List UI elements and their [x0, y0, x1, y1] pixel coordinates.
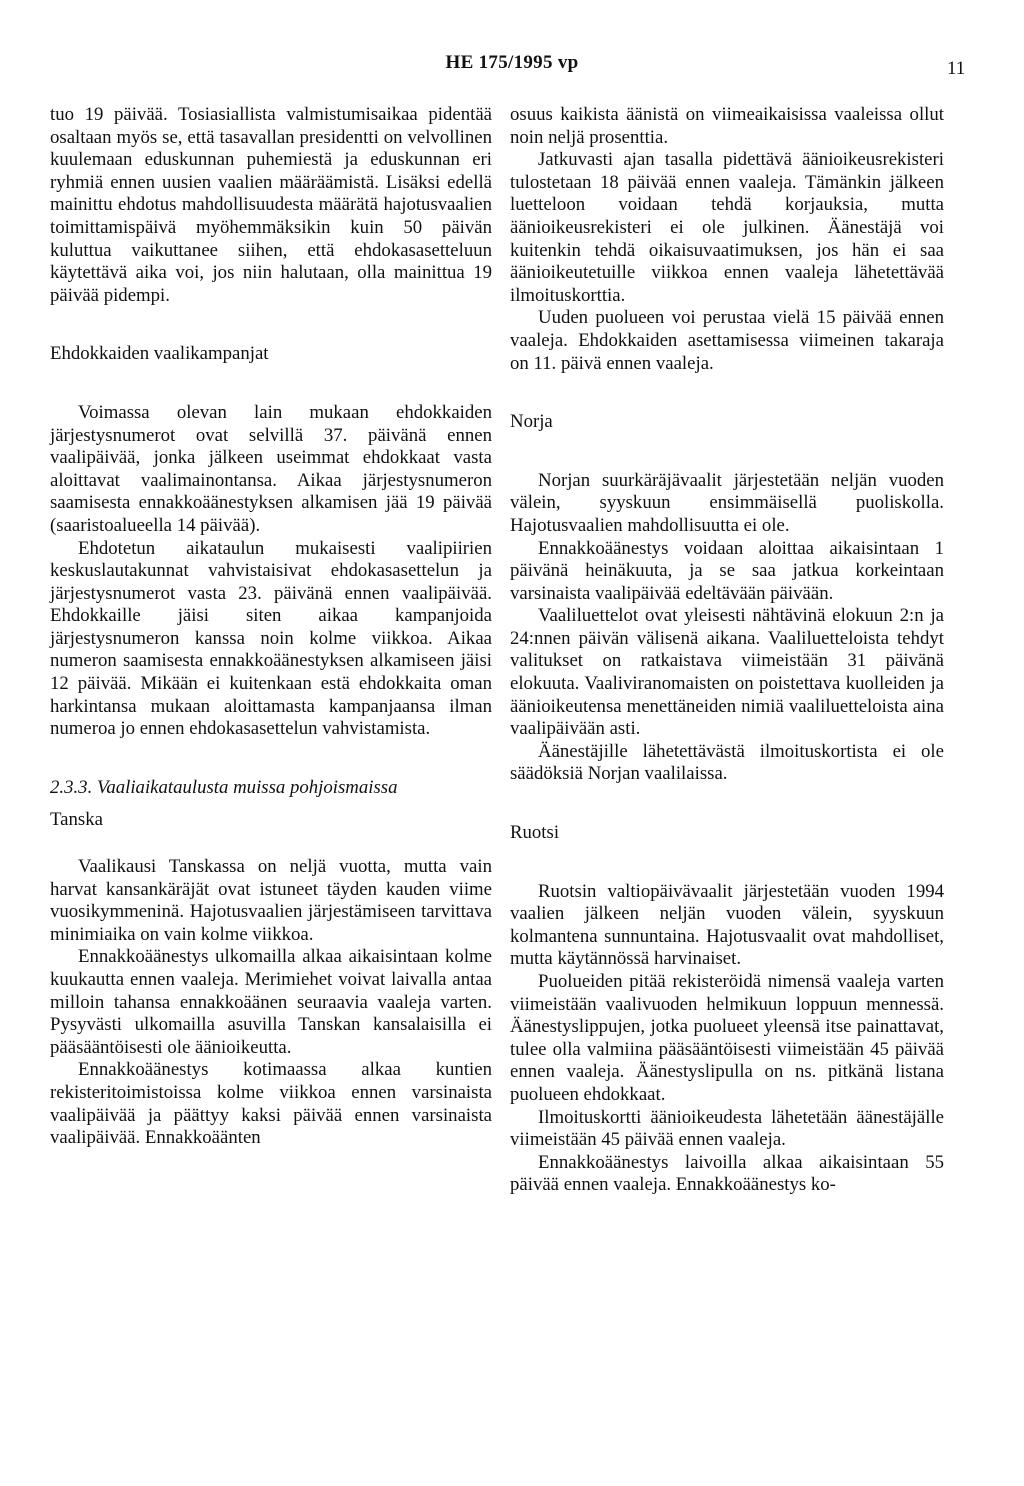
paragraph: Ilmoituskortti äänioikeudesta lähetetään äänestäjälle viimeistään 45 päivää ennen vaaleja. — [510, 1106, 944, 1151]
paragraph: tuo 19 päivää. Tosiasiallista valmistumisaikaa pidentää osaltaan myös se, että tasavallan presidentti on velvollinen kuulemaan eduskunnan puhemiestä ja eduskunnan eri ryhmiä ennen uusien vaalien määräämistä. Lisäksi edellä mainittu ehdotus mahdollisuudesta määrätä hajotusvaalien toimittamispäivä myöhemmäksikin kuin 50 päivän kuluttua vaikuttanee siihen, että ehdokasasetteluun käytettävä aika voi, jos niin halutaan, olla mainittua 19 päivää pidempi. — [50, 104, 492, 306]
subsection-heading: Ruotsi — [510, 822, 560, 844]
subsection-heading: Tanska — [50, 809, 103, 831]
paragraph: osuus kaikista äänistä on viimeaikaisissa vaaleissa ollut noin neljä prosenttia. — [510, 104, 944, 148]
subsection-heading: Norja — [510, 411, 553, 433]
paragraph: Jatkuvasti ajan tasalla pidettävä äänioikeusrekisteri tulostetaan 18 päivää ennen vaaleja. Tämänkin jälkeen luetteloon voidaan tehdä korjauksia, mutta äänioikeusrekisteri ei ole julkinen. Äänestäjä voi kuitenkin tehdä oikaisuvaatimuksen, jos hän ei saa äänioikeutetuille viikkoa ennen vaaleja lähetettävää ilmoituskorttia. — [510, 149, 944, 306]
left-column — [50, 104, 492, 1150]
paragraph: Ennakkoäänestys voidaan aloittaa aikaisintaan 1 päivänä heinäkuuta, ja se saa jatkua korkeintaan varsinaista vaalipäivää edeltävään päivään. — [510, 537, 944, 604]
right-column — [510, 104, 944, 1197]
section-heading: 2.3.3. Vaaliaikataulusta muissa pohjoismaissa — [50, 776, 398, 798]
paragraph: Voimassa olevan lain mukaan ehdokkaiden järjestysnumerot ovat selvillä 37. päivänä ennen vaalipäivää, jonka jälkeen useimmat ehdokkaat vasta aloittavat vaalimainontansa. Aikaa järjestysnumeron saamisesta ennakkoäänestyksen alkamisen jää 19 päivää (saaristoalueella 14 päivää). — [50, 401, 492, 536]
paragraph: Äänestäjille lähetettävästä ilmoituskortista ei ole säädöksiä Norjan vaalilaissa. — [510, 740, 944, 785]
paragraph: Ennakkoäänestys kotimaassa alkaa kuntien rekisteritoimistoissa kolme viikkoa ennen varsinaista vaalipäivää ja päättyy kaksi päivää ennen varsinaista vaalipäivää. Ennakkoäänten — [50, 1059, 492, 1149]
section-heading: Ehdokkaiden vaalikampanjat — [50, 343, 269, 365]
paragraph: Ennakkoäänestys laivoilla alkaa aikaisintaan 55 päivää ennen vaaleja. Ennakkoäänestys ko- — [510, 1151, 944, 1196]
paragraph: Norjan suurkäräjävaalit järjestetään neljän vuoden välein, syyskuun ensimmäisellä puoliskolla. Hajotusvaalien mahdollisuutta ei ole. — [510, 469, 944, 536]
paragraph: Ruotsin valtiopäivävaalit järjestetään vuoden 1994 vaalien jälkeen neljän vuoden välein, syyskuun kolmantena sunnuntaina. Hajotusvaalit ovat mahdolliset, mutta käytännössä harvinaiset. — [510, 880, 944, 970]
paragraph: Ehdotetun aikataulun mukaisesti vaalipiirien keskuslautakunnat vahvistaisivat ehdokasasettelun ja järjestysnumerot vasta 23. päivänä ennen vaalipäivää. Ehdokkaille jäisi siten aikaa kampanjoida järjestysnumeron kanssa noin kolme viikkoa. Aikaa numeron saamisesta ennakkoäänestyksen alkamiseen jäisi 12 päivää. Mikään ei kuitenkaan estä ehdokkaita oman harkintansa mukaan aloittamasta kampanjaansa ilman numeroa jo ennen ehdokasasettelun vahvistamista. — [50, 537, 492, 740]
paragraph: Puolueiden pitää rekisteröidä nimensä vaaleja varten viimeistään vaalivuoden helmikuun loppuun mennessä. Äänestyslippujen, jotka puolueet yleensä itse painattavat, tulee olla valmiina pääsääntöisesti viimeistään 45 päivää ennen vaaleja. Äänestyslipulla on ns. pitkänä listana puolueen ehdokkaat. — [510, 971, 944, 1105]
paragraph: Uuden puolueen voi perustaa vielä 15 päivää ennen vaaleja. Ehdokkaiden asettamisessa viimeinen takaraja on 11. päivä ennen vaaleja. — [510, 307, 944, 374]
paragraph: Vaaliluettelot ovat yleisesti nähtävinä elokuun 2:n ja 24:nnen päivän välisenä aikana. Vaaliluetteloista tehdyt valitukset on ratkaistava viimeistään 31 päivänä elokuuta. Vaaliviranomaisten on poistettava kuolleiden ja äänioikeutensa menettäneiden nimiä vaaliluetteloista aina vaalipäivään asti. — [510, 605, 944, 740]
document-identifier: HE 175/1995 vp — [445, 52, 579, 73]
paragraph: Vaalikausi Tanskassa on neljä vuotta, mutta vain harvat kansankäräjät ovat istuneet täyden kauden viime vuosikymmeninä. Hajotusvaalien järjestämiseen tarvittava minimiaika on vain kolme viikkoa. — [50, 856, 492, 945]
page-number: 11 — [947, 58, 966, 79]
paragraph: Ennakkoäänestys ulkomailla alkaa aikaisintaan kolme kuukautta ennen vaaleja. Merimiehet voivat laivalla antaa milloin tahansa ennakkoäänen seuraavia vaaleja varten. Pysyvästi ulkomailla asuvilla Tanskan kansalaisilla ei pääsääntöisesti ole äänioikeutta. — [50, 946, 492, 1058]
